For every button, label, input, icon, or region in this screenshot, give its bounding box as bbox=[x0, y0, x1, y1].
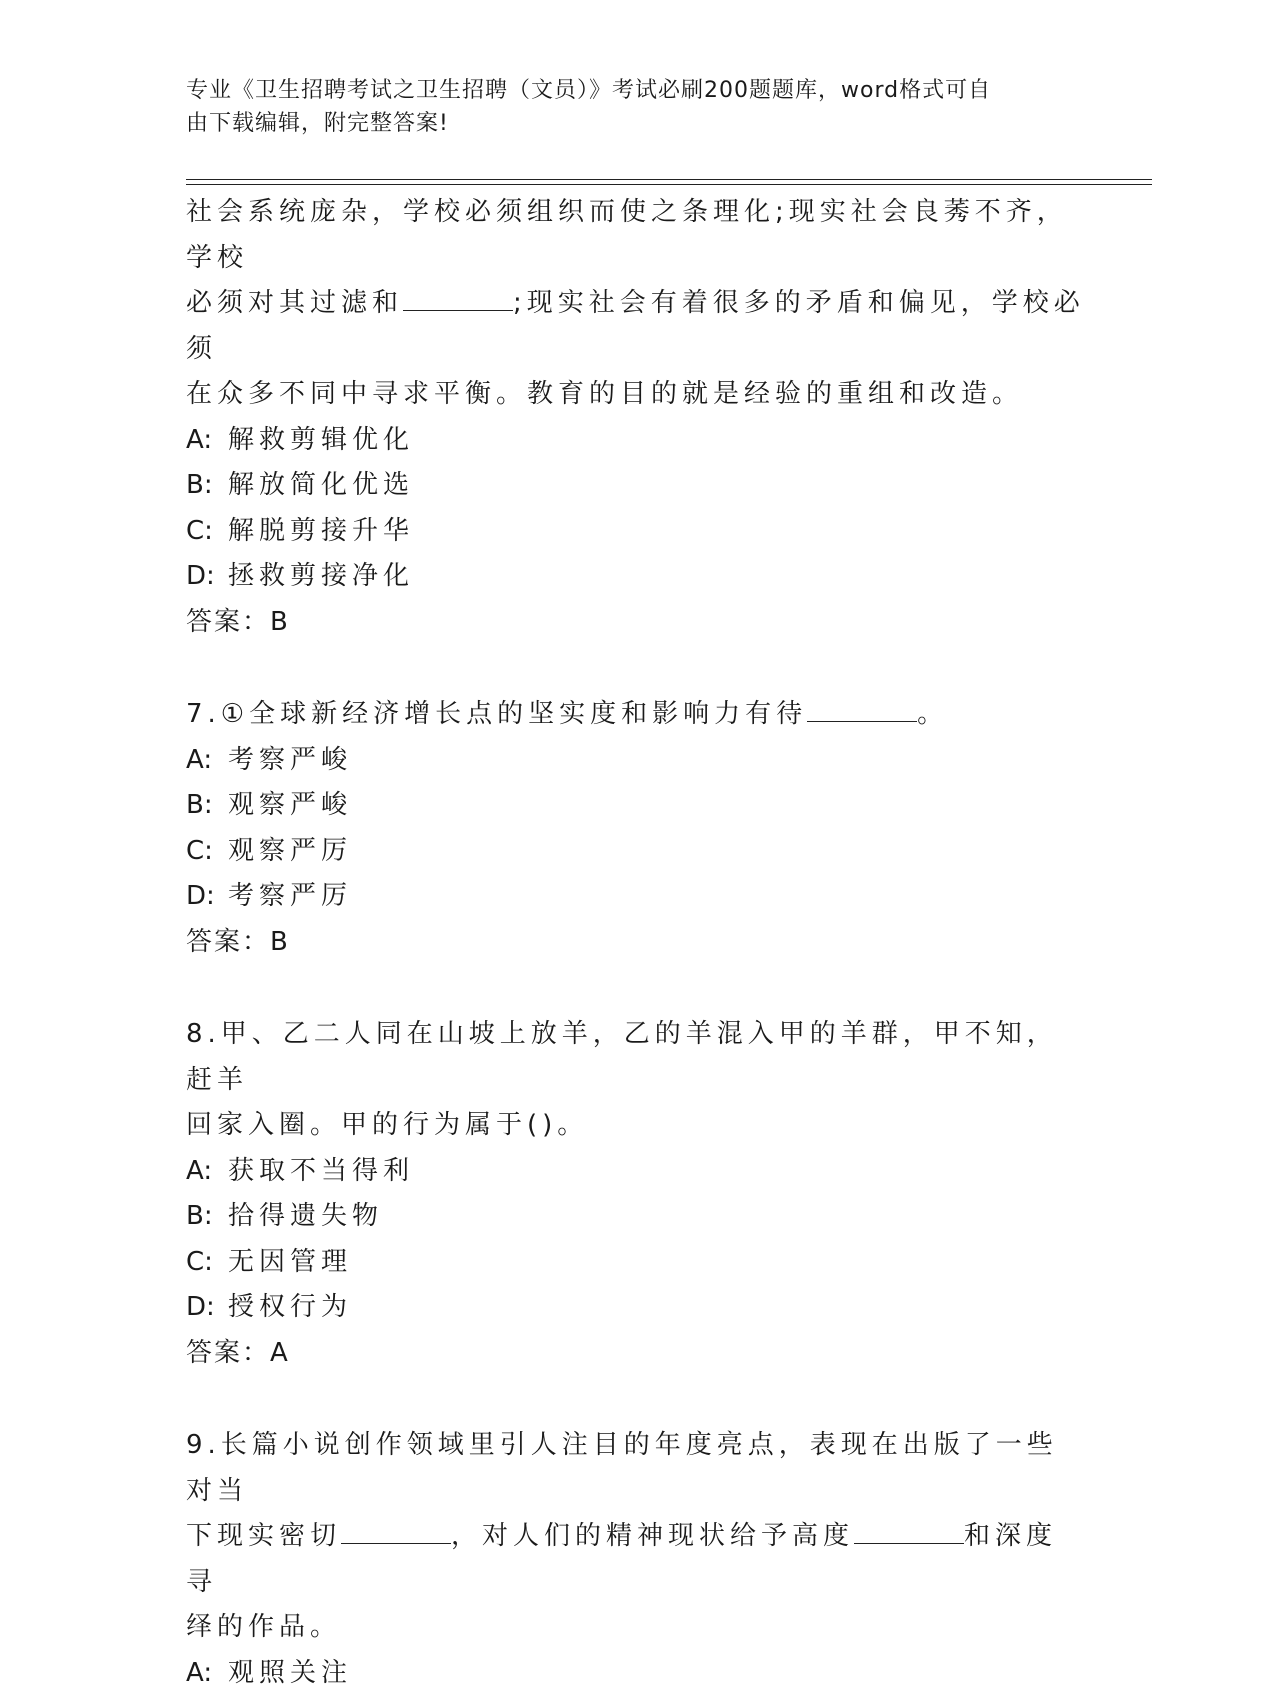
option-text: 授权行为 bbox=[228, 1292, 352, 1322]
question-text-fragment: ，对人们的精神现状给予高度 bbox=[451, 1521, 854, 1551]
question-text-line bbox=[186, 1514, 1086, 1605]
question-text-fragment: ;现实社会有着很多的矛盾和偏见，学校必须 bbox=[186, 288, 1085, 364]
option-key: A: bbox=[186, 1651, 228, 1696]
option-text: 拯救剪接净化 bbox=[228, 561, 414, 591]
option-text: 获取不当得利 bbox=[228, 1156, 414, 1186]
option-a bbox=[186, 1149, 1086, 1195]
spacer bbox=[186, 965, 1086, 1012]
option-text: 观察严厉 bbox=[228, 836, 352, 866]
option-d bbox=[186, 554, 1086, 600]
question-text-fragment: 和深度寻 bbox=[186, 1521, 1057, 1597]
option-key: C: bbox=[186, 509, 228, 555]
option-b bbox=[186, 783, 1086, 829]
question-text-line: 回家入圈。甲的行为属于()。 bbox=[186, 1103, 1086, 1149]
fill-blank bbox=[403, 288, 513, 311]
question-text-fragment: 。 bbox=[917, 699, 948, 729]
option-b bbox=[186, 1194, 1086, 1240]
spacer bbox=[186, 1376, 1086, 1423]
option-key: A: bbox=[186, 1149, 228, 1195]
option-text: 考察严厉 bbox=[228, 881, 352, 911]
option-key: A: bbox=[186, 418, 228, 464]
option-text: 解脱剪接升华 bbox=[228, 516, 414, 546]
option-text: 解救剪辑优化 bbox=[228, 425, 414, 455]
option-key: D: bbox=[186, 874, 228, 920]
option-a bbox=[186, 418, 1086, 464]
question-text-line: 在众多不同中寻求平衡。教育的目的就是经验的重组和改造。 bbox=[186, 372, 1086, 418]
option-d bbox=[186, 1285, 1086, 1331]
option-text: 观照关注 bbox=[228, 1658, 352, 1688]
question-text-fragment: 必须对其过滤和 bbox=[186, 288, 403, 318]
fill-blank bbox=[854, 1521, 964, 1544]
option-c bbox=[186, 509, 1086, 555]
question-7 bbox=[186, 692, 1086, 965]
option-key: C: bbox=[186, 829, 228, 875]
question-text-line: 社会系统庞杂，学校必须组织而使之条理化;现实社会良莠不齐，学校 bbox=[186, 190, 1086, 281]
question-text-line: 绎的作品。 bbox=[186, 1605, 1086, 1651]
answer-line: 答案：B bbox=[186, 920, 1086, 966]
option-a bbox=[186, 738, 1086, 784]
spacer bbox=[186, 645, 1086, 692]
fill-blank bbox=[807, 699, 917, 722]
option-c bbox=[186, 829, 1086, 875]
question-8 bbox=[186, 1012, 1086, 1376]
question-text-fragment: 下现实密切 bbox=[186, 1521, 341, 1551]
header-line-2: 由下载编辑，附完整答案! bbox=[186, 107, 1086, 140]
option-key: B: bbox=[186, 463, 228, 509]
question-list bbox=[186, 190, 1086, 1696]
question-9 bbox=[186, 1423, 1086, 1696]
option-text: 考察严峻 bbox=[228, 745, 352, 775]
answer-line: 答案：B bbox=[186, 600, 1086, 646]
question-text-line bbox=[186, 692, 1086, 738]
question-6 bbox=[186, 190, 1086, 645]
option-key: D: bbox=[186, 554, 228, 600]
question-text-line: 8.甲、乙二人同在山坡上放羊，乙的羊混入甲的羊群，甲不知，赶羊 bbox=[186, 1012, 1086, 1103]
option-key: C: bbox=[186, 1240, 228, 1286]
header-rule-top bbox=[186, 179, 1152, 180]
option-key: B: bbox=[186, 1194, 228, 1240]
option-text: 观察严峻 bbox=[228, 790, 352, 820]
option-b bbox=[186, 463, 1086, 509]
question-text-line: 9.长篇小说创作领域里引人注目的年度亮点，表现在出版了一些对当 bbox=[186, 1423, 1086, 1514]
option-d bbox=[186, 874, 1086, 920]
option-text: 无因管理 bbox=[228, 1247, 352, 1277]
option-key: B: bbox=[186, 783, 228, 829]
question-text-line bbox=[186, 281, 1086, 372]
question-text-fragment: 7.①全球新经济增长点的坚实度和影响力有待 bbox=[186, 699, 807, 729]
option-text: 解放简化优选 bbox=[228, 470, 414, 500]
answer-line: 答案：A bbox=[186, 1331, 1086, 1377]
fill-blank bbox=[341, 1521, 451, 1544]
header-rule-bottom bbox=[186, 184, 1152, 185]
document-header bbox=[186, 74, 1086, 140]
option-a bbox=[186, 1651, 1086, 1696]
option-key: D: bbox=[186, 1285, 228, 1331]
option-key: A: bbox=[186, 738, 228, 784]
header-line-1: 专业《卫生招聘考试之卫生招聘（文员）》考试必刷200题题库，word格式可自 bbox=[186, 74, 1086, 107]
option-c bbox=[186, 1240, 1086, 1286]
option-text: 拾得遗失物 bbox=[228, 1201, 383, 1231]
